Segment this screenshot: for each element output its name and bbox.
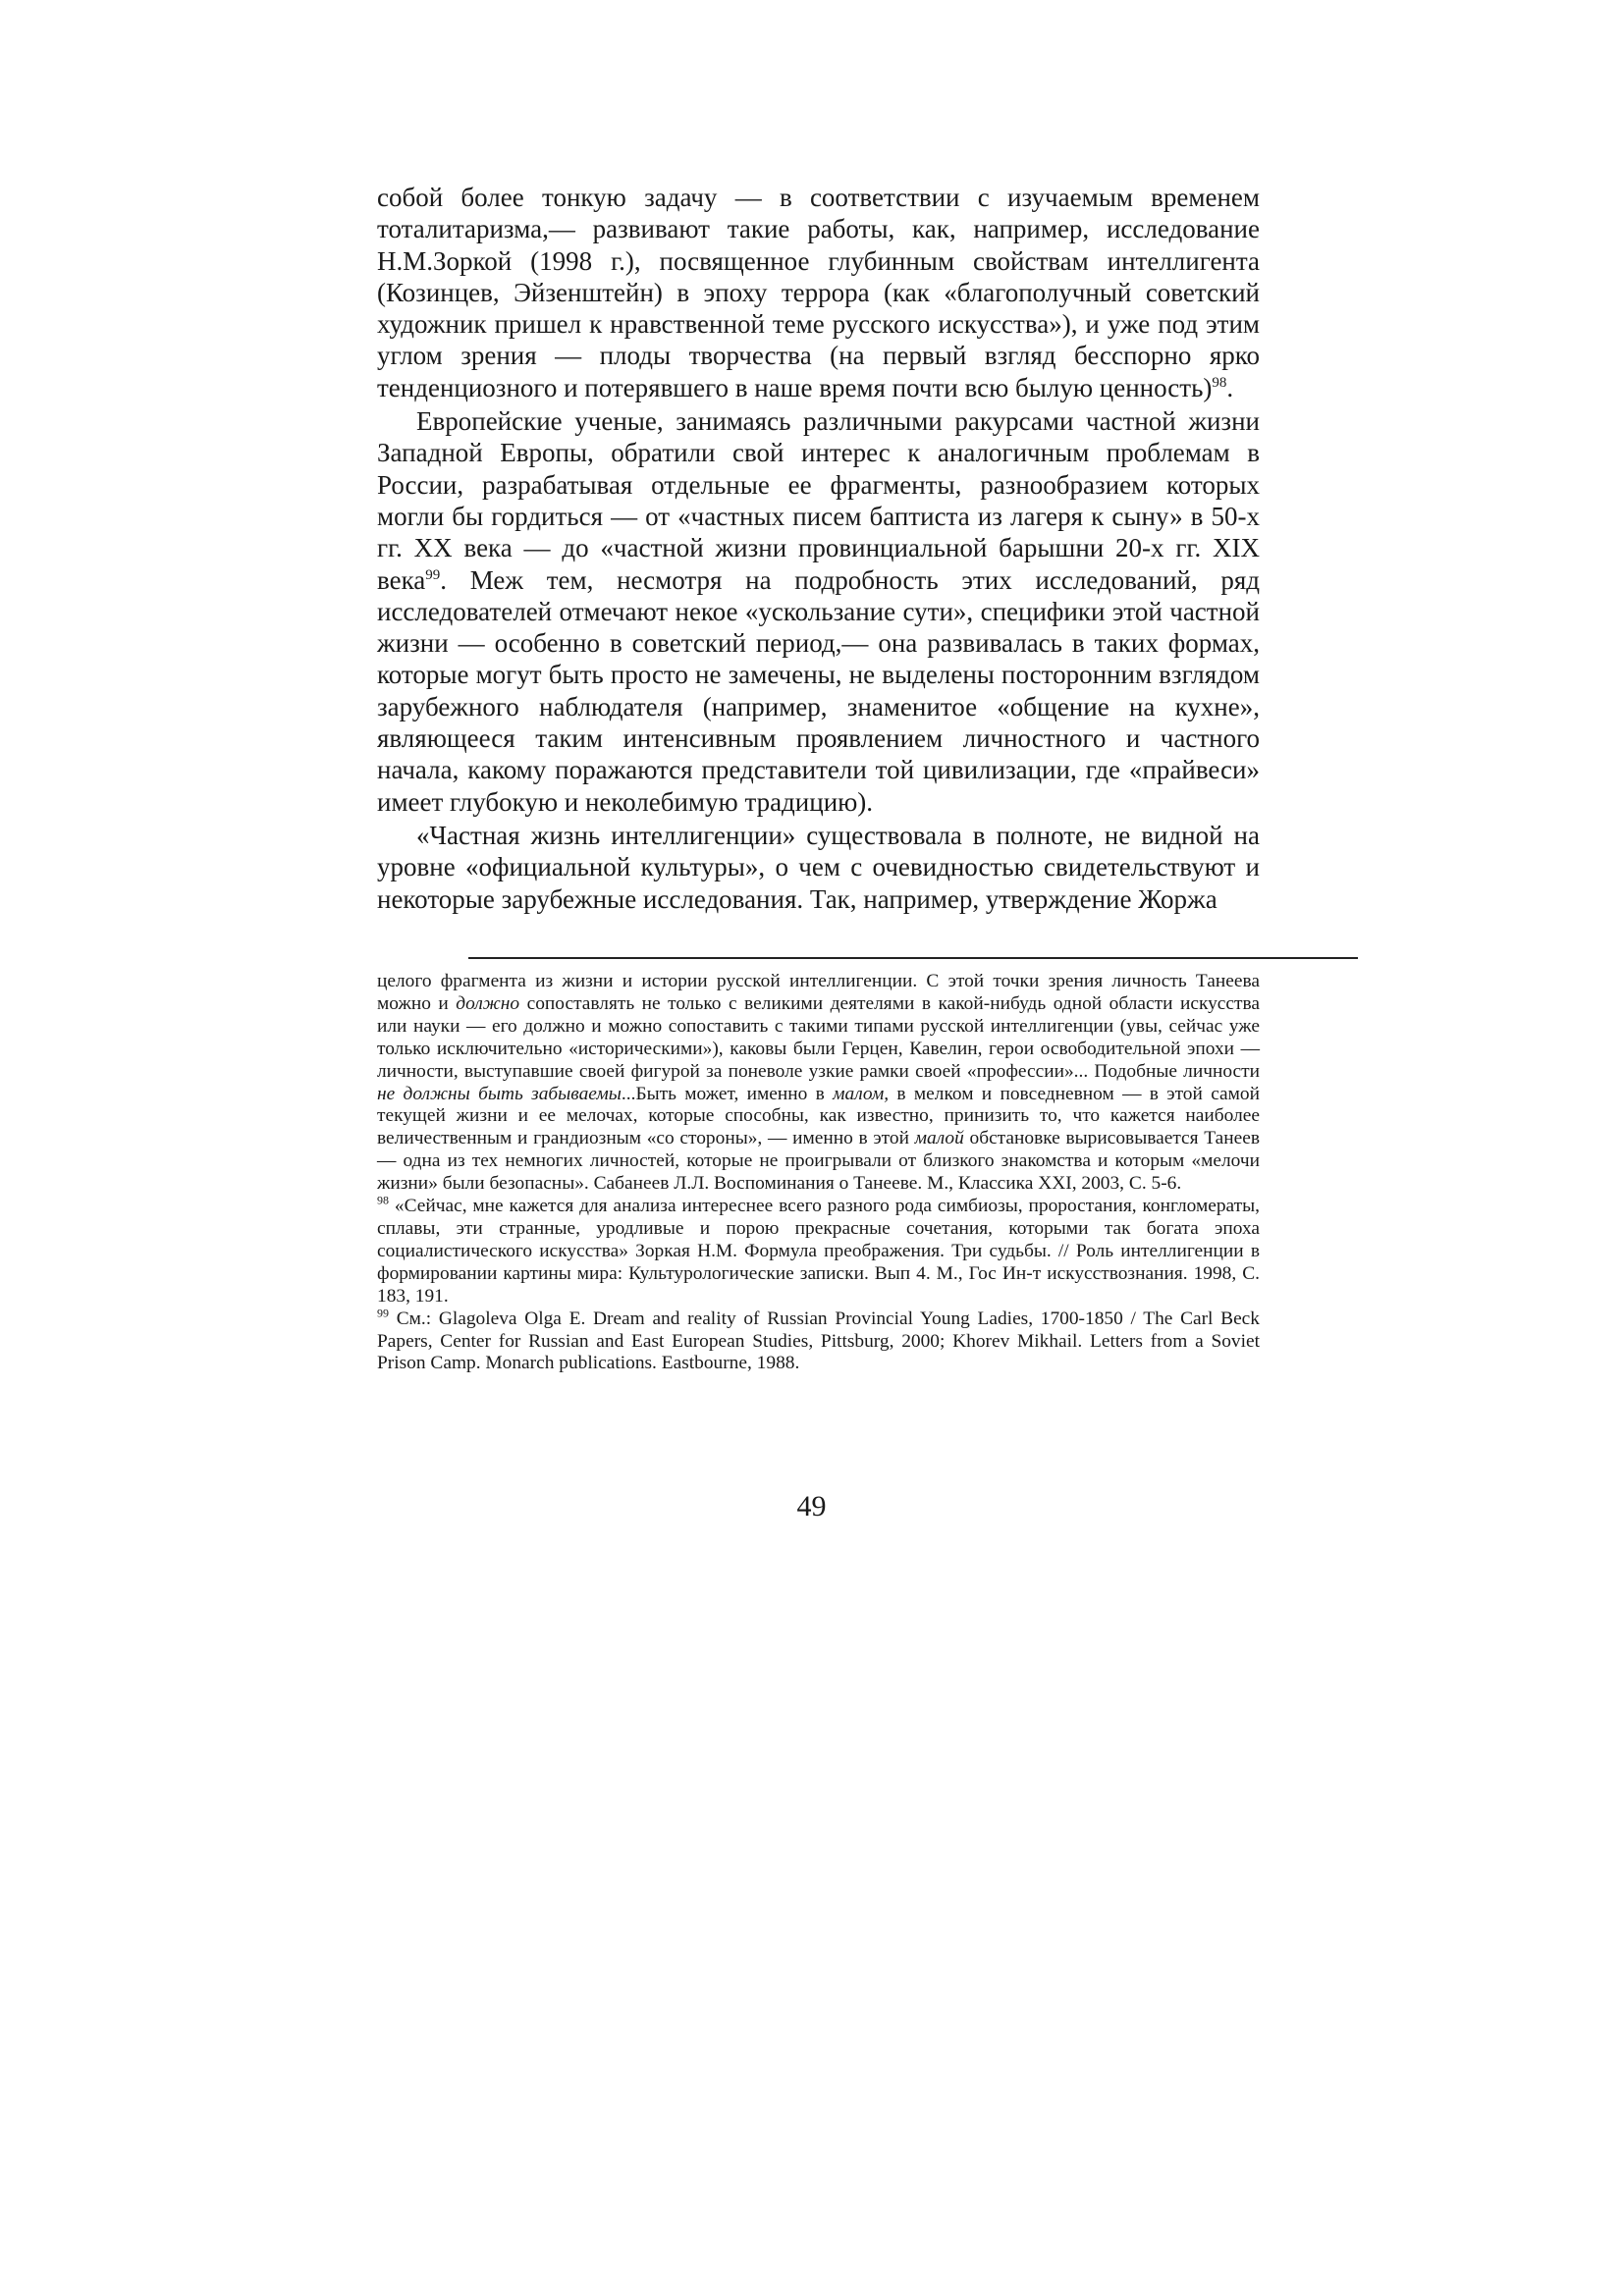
footnote-text: ...Быть может, именно в: [621, 1083, 834, 1104]
footnote-ref-98[interactable]: 98: [1212, 374, 1227, 391]
footnote-continuation: [377, 971, 1260, 1196]
footnote-number: 98: [377, 1193, 389, 1207]
paragraph-2-text-a: Европейские ученые, занимаясь различными ракурсами частной жизни Западной Европы, обратили свой интерес к аналогичным проблемам в России, разрабатывая отдельные ее фрагменты, разнообразием которых могли бы гордиться — от «частных писем баптиста из лагеря к сыну» в 50-х гг. XX века — до «частной жизни провинциальной барышни 20-х гг. XIX века: [377, 406, 1260, 595]
paragraph-1-text: собой более тонкую задачу — в соответствии с изучаемым временем тоталитаризма,— развивают такие работы, как, например, исследование Н.М.Зоркой (1998 г.), посвященное глубинным свойствам интеллигента (Козинцев, Эйзенштейн) в эпоху террора (как «благополучный советский художник пришел к нравственной теме русского искусства»), и уже под этим углом зрения — плоды творчества (на первый взгляд бесспорно ярко тенденциозного и потерявшего в наше время почти всю былую ценность): [377, 183, 1260, 402]
footnote-separator: [468, 957, 1358, 959]
footnote-99: [377, 1308, 1260, 1376]
paragraph-2: [377, 405, 1260, 818]
footnote-text: обстановке вырисовывается Танеев — одна из тех немногих личностей, которые не проигрывали от близкого знакомства и которым «мелочи жизни» были безопасны». Сабанеев Л.Л. Воспоминания о Танееве. М., Классика XXI, 2003, С. 5-6.: [377, 1128, 1260, 1195]
page-number: 49: [796, 1490, 827, 1522]
paragraph-3: «Частная жизнь интеллигенции» существовала в полноте, не видной на уровне «официальной культуры», о чем с очевидностью свидетельствуют и некоторые зарубежные исследования. Так, например, утверждение Жоржа: [377, 820, 1260, 914]
paragraph-1-end: .: [1226, 372, 1234, 402]
footnotes: [377, 971, 1260, 1375]
paragraph-1: [377, 182, 1260, 403]
footnote-text: сопоставлять не только с великими деятелями в какой-нибудь одной области искусства или науки — его должно и можно сопоставить с такими типами русской интеллигенции (увы, сейчас уже только исключительно «историческими»), каковы были Герцен, Кавелин, герои освободительной эпохи — личности, выступавшие своей фигурой за поневоле узкие рамки своей «профессии»... Подобные личности: [377, 992, 1260, 1082]
footnote-number: 99: [377, 1306, 389, 1320]
footnote-text: в мелком и повседневном — в этой самой текущей жизни и ее мелочах, которые способны, как известно, принизить то, что кажется наиболее величественным и грандиозным «со стороны», — именно в этой: [377, 1083, 1260, 1149]
footnote-text: целого фрагмента из жизни и истории русской интеллигенции. С этой точки зрения личность Танеева можно и: [377, 971, 1260, 1014]
footnote-98: [377, 1193, 1260, 1308]
footnote-italic: должно: [456, 992, 520, 1014]
footnote-italic: не должны быть забываемы: [377, 1083, 622, 1104]
paragraph-2-text-b: . Меж тем, несмотря на подробность этих исследований, ряд исследователей отмечают некое «ускользание сути», специфики этой частной жизни — особенно в советский период,— она развивалась в таких формах, которые могут быть просто не замечены, не выделены посторонним взглядом зарубежного наблюдателя (например, знаменитое «общение на кухне», являющееся таким интенсивным проявлением личностного и частного начала, какому поражаются представители той цивилизации, где «прайвеси» имеет глубокую и неколебимую традицию).: [377, 564, 1260, 817]
footnote-italic: малой: [914, 1128, 964, 1149]
footnote-text: «Сейчас, мне кажется для анализа интереснее всего разного рода симбиозы, проростания, конгломераты, сплавы, эти странные, уродливые и порою прекрасные сочетания, которыми так богата эпоха социалистического искусства» Зоркая Н.М. Формула преображения. Три судьбы. // Роль интеллигенции в формировании картины мира: Культурологические записки. Вып 4. М., Гос Ин-т искусствознания. 1998, С. 183, 191.: [377, 1196, 1260, 1307]
footnote-italic: малом,: [833, 1083, 890, 1104]
main-text: [377, 182, 1260, 915]
footnote-ref-99[interactable]: 99: [425, 566, 441, 583]
footnote-text: См.: Glagoleva Olga E. Dream and reality of Russian Provincial Young Ladies, 1700-1850 / The Carl Beck Papers, Center for Russian and East European Studies, Pittsburg, 2000; Khorev Mikhail. Letters from a Soviet Prison Camp. Monarch publications. Eastbourne, 1988.: [377, 1308, 1260, 1374]
